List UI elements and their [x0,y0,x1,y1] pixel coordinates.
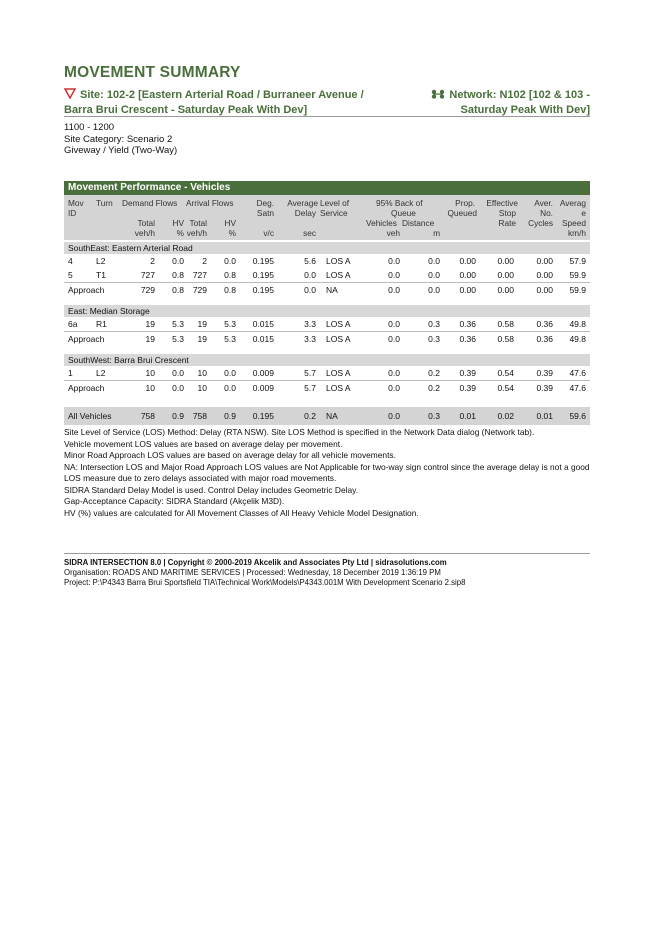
note: Gap-Acceptance Capacity: SIDRA Standard (Akçelik M3D). [64,496,285,506]
approach-row [64,380,590,395]
cell-effective-stop-rate: 0.00 [497,285,514,295]
table-row [64,254,590,268]
cell-demand-hv: 0.8 [172,270,184,280]
cell-prop-queued: 0.00 [459,256,476,266]
header-speed: Speed [562,218,586,228]
cell-average-delay: 3.3 [304,334,316,344]
header-id: ID [68,208,77,218]
cell-queue-distance: 0.3 [428,334,440,344]
cell-queue-distance: 0.2 [428,368,440,378]
cell-arrival-total: 2 [202,256,207,266]
cell-queue-distance: 0.2 [428,383,440,393]
cell-demand-hv: 0.0 [172,256,184,266]
cell-level-of-service: LOS A [326,270,351,280]
note: Vehicle movement LOS values are based on average delay per movement. [64,438,343,449]
header-deg: Deg. [256,198,274,208]
header-kmh: km/h [568,228,586,238]
cell-aver-no-cycles: 0.39 [536,368,553,378]
header-total-1: Total [137,218,155,228]
cell-prop-queued: 0.00 [459,285,476,295]
cell-label: Approach [68,383,105,393]
cell-demand-total: 19 [145,319,155,329]
cell-average-delay: 5.6 [304,256,316,266]
header-aver: Aver. [534,198,553,208]
cell-average-speed: 59.6 [569,411,586,421]
header-level-of: Level of [320,198,350,208]
header-stop: Stop [498,208,516,218]
cell-deg-satn: 0.015 [252,334,274,344]
cell-queue-distance: 0.3 [428,411,440,421]
cell-queue-vehicles: 0.0 [388,256,400,266]
cell-aver-no-cycles: 0.36 [536,334,553,344]
cell-effective-stop-rate: 0.58 [497,334,514,344]
cell-effective-stop-rate: 0.00 [497,256,514,266]
cell-average-speed: 59.9 [569,285,586,295]
cell-mov-id: 6a [68,319,78,329]
cell-demand-hv: 5.3 [172,334,184,344]
cell-average-delay: 5.7 [304,368,316,378]
header-no: No. [540,208,553,218]
cell-demand-total: 2 [150,256,155,266]
cell-level-of-service: LOS A [326,256,351,266]
header-service: Service [320,208,348,218]
page-title: MOVEMENT SUMMARY [64,64,241,81]
table-title: Movement Performance - Vehicles [64,181,590,195]
cell-arrival-hv: 0.9 [224,411,236,421]
cell-level-of-service: LOS A [326,368,351,378]
cell-queue-distance: 0.0 [428,256,440,266]
cell-level-of-service: NA [326,285,338,295]
site-line-2: Barra Brui Crescent - Saturday Peak With Dev] [64,104,308,116]
cell-mov-id: 1 [68,368,73,378]
cell-average-delay: 0.0 [304,285,316,295]
note: NA: Intersection LOS and Major Road Approach LOS values are Not Applicable for two-way sign control since the average delay is not a good LOS measure due to zero delays associated with major road movements. [64,461,590,483]
header-sec: sec [303,228,316,238]
cell-average-delay: 0.0 [304,270,316,280]
cell-demand-total: 758 [140,411,155,421]
site-heading [64,88,404,117]
cell-queue-vehicles: 0.0 [388,411,400,421]
footer-divider [64,553,590,554]
header-hv-1: HV [172,218,184,228]
cell-arrival-total: 727 [192,270,207,280]
cell-arrival-hv: 0.0 [224,256,236,266]
cell-arrival-total: 19 [197,319,207,329]
yield-triangle-icon [64,88,76,103]
group-spacer [64,346,590,352]
footer [64,558,590,588]
cell-effective-stop-rate: 0.00 [497,270,514,280]
group-header: East: Median Storage [64,305,590,317]
cell-deg-satn: 0.009 [252,368,274,378]
cell-queue-distance: 0.0 [428,270,440,280]
cell-queue-distance: 0.3 [428,319,440,329]
cell-deg-satn: 0.195 [252,285,274,295]
time-period: 1100 - 1200 [64,122,115,133]
heading-divider [64,116,590,117]
cell-turn: T1 [96,270,106,280]
header-cycles: Cycles [528,218,553,228]
table-body [64,242,590,425]
footer-project: Project: P:\P4343 Barra Brui Sportsfield TIA\Technical Work\Models\P4343.001M With Development Scenario 2.sip8 [64,578,466,587]
header-95-back-of: 95% Back of [376,198,423,208]
table-row [64,317,590,331]
cell-prop-queued: 0.36 [459,319,476,329]
header-distance: Distance [402,218,435,228]
cell-aver-no-cycles: 0.00 [536,256,553,266]
cell-queue-vehicles: 0.0 [388,383,400,393]
header-total-2: Total [189,218,207,228]
cell-demand-hv: 0.9 [172,411,184,421]
cell-arrival-hv: 0.8 [224,285,236,295]
header-rate: Rate [498,218,516,228]
table-row [64,366,590,380]
cell-label: All Vehicles [68,411,112,421]
header-prop: Prop. [455,198,475,208]
header-hv-2: HV [224,218,236,228]
cell-arrival-hv: 0.0 [224,383,236,393]
header-satn: Satn [256,208,274,218]
cell-effective-stop-rate: 0.02 [497,411,514,421]
cell-prop-queued: 0.00 [459,270,476,280]
header-m: m [433,228,440,238]
cell-queue-distance: 0.0 [428,285,440,295]
notes [64,427,592,519]
cell-prop-queued: 0.01 [459,411,476,421]
header-pct-1: % [176,228,184,238]
cell-turn: L2 [96,368,106,378]
network-heading [412,88,590,117]
cell-demand-hv: 0.8 [172,285,184,295]
cell-demand-total: 727 [140,270,155,280]
cell-demand-hv: 5.3 [172,319,184,329]
header-e: e [581,208,586,218]
header-effective: Effective [486,198,518,208]
cell-arrival-hv: 5.3 [224,334,236,344]
cell-mov-id: 4 [68,256,73,266]
cell-arrival-total: 758 [192,411,207,421]
cell-arrival-total: 10 [197,383,207,393]
site-line-1: Site: 102-2 [Eastern Arterial Road / Burraneer Avenue / [80,89,364,101]
header-pct-2: % [228,228,236,238]
group-header: SouthEast: Eastern Arterial Road [64,242,590,254]
cell-arrival-hv: 0.8 [224,270,236,280]
cell-demand-hv: 0.0 [172,368,184,378]
cell-deg-satn: 0.015 [252,319,274,329]
group-spacer [64,297,590,303]
cell-arrival-hv: 5.3 [224,319,236,329]
cell-average-speed: 49.8 [569,334,586,344]
cell-arrival-total: 19 [197,334,207,344]
header-vehicles: Vehicles [366,218,397,228]
header-vehh-1: veh/h [134,228,155,238]
cell-deg-satn: 0.195 [252,256,274,266]
cell-aver-no-cycles: 0.00 [536,285,553,295]
header-turn: Turn [96,198,113,208]
cell-prop-queued: 0.36 [459,334,476,344]
cell-average-speed: 59.9 [569,270,586,280]
cell-effective-stop-rate: 0.54 [497,383,514,393]
header-queue: Queue [391,208,416,218]
cell-demand-total: 10 [145,383,155,393]
cell-effective-stop-rate: 0.54 [497,368,514,378]
header-averag: Averag [559,198,586,208]
control-type: Giveway / Yield (Two-Way) [64,145,178,156]
cell-level-of-service: LOS A [326,319,351,329]
cell-level-of-service: LOS A [326,383,351,393]
note: Site Level of Service (LOS) Method: Delay (RTA NSW). Site LOS Method is specified in the Network Data dialog (Network tab). [64,427,535,437]
footer-organisation: Organisation: ROADS AND MARITIME SERVICES | Processed: Wednesday, 18 December 2019 1:36:19 PM [64,568,441,577]
cell-queue-vehicles: 0.0 [388,368,400,378]
cell-queue-vehicles: 0.0 [388,270,400,280]
movement-performance-table [64,181,590,425]
approach-row [64,282,590,297]
table-header [64,195,590,240]
cell-turn: R1 [96,319,107,329]
note: HV (%) values are calculated for All Movement Classes of All Heavy Vehicle Model Designation. [64,507,419,518]
note: SIDRA Standard Delay Model is used. Control Delay includes Geometric Delay. [64,484,359,495]
header-queued: Queued [447,208,477,218]
header-arrival-flows: Arrival Flows [186,198,234,208]
header-vehh-2: veh/h [186,228,207,238]
cell-level-of-service: LOS A [326,334,351,344]
network-icon [431,89,446,103]
cell-label: Approach [68,334,105,344]
cell-aver-no-cycles: 0.01 [536,411,553,421]
site-category: Site Category: Scenario 2 [64,133,173,145]
cell-label: Approach [68,285,105,295]
cell-level-of-service: NA [326,411,338,421]
header-average: Average [287,198,318,208]
cell-queue-vehicles: 0.0 [388,285,400,295]
cell-prop-queued: 0.39 [459,368,476,378]
cell-demand-total: 10 [145,368,155,378]
cell-deg-satn: 0.195 [252,411,274,421]
cell-deg-satn: 0.195 [252,270,274,280]
cell-arrival-hv: 0.0 [224,368,236,378]
network-line-1: Network: N102 [102 & 103 - [449,89,590,101]
cell-arrival-total: 10 [197,368,207,378]
cell-aver-no-cycles: 0.00 [536,270,553,280]
header-delay: Delay [294,208,316,218]
cell-mov-id: 5 [68,270,73,280]
cell-turn: L2 [96,256,106,266]
site-meta [64,122,177,157]
cell-deg-satn: 0.009 [252,383,274,393]
all-vehicles-row [64,407,590,425]
cell-demand-total: 19 [145,334,155,344]
cell-average-speed: 47.6 [569,383,586,393]
cell-arrival-total: 729 [192,285,207,295]
cell-aver-no-cycles: 0.36 [536,319,553,329]
cell-average-delay: 0.2 [304,411,316,421]
table-row [64,268,590,282]
header-vc: v/c [263,228,274,238]
cell-average-speed: 57.9 [569,256,586,266]
group-header: SouthWest: Barra Brui Crescent [64,354,590,366]
cell-prop-queued: 0.39 [459,383,476,393]
footer-copyright: SIDRA INTERSECTION 8.0 | Copyright © 2000-2019 Akcelik and Associates Pty Ltd | sidrasolutions.com [64,558,447,567]
network-line-2: Saturday Peak With Dev] [460,104,590,116]
cell-effective-stop-rate: 0.58 [497,319,514,329]
cell-queue-vehicles: 0.0 [388,319,400,329]
header-mov: Mov [68,198,84,208]
header-veh: veh [386,228,400,238]
cell-average-speed: 47.6 [569,368,586,378]
cell-average-delay: 5.7 [304,383,316,393]
cell-average-speed: 49.8 [569,319,586,329]
approach-row [64,331,590,346]
note: Minor Road Approach LOS values are based on average delay for all vehicle movements. [64,450,396,460]
cell-demand-hv: 0.0 [172,383,184,393]
cell-average-delay: 3.3 [304,319,316,329]
cell-demand-total: 729 [140,285,155,295]
total-spacer [64,395,590,407]
cell-queue-vehicles: 0.0 [388,334,400,344]
header-demand-flows: Demand Flows [122,198,178,208]
cell-aver-no-cycles: 0.39 [536,383,553,393]
